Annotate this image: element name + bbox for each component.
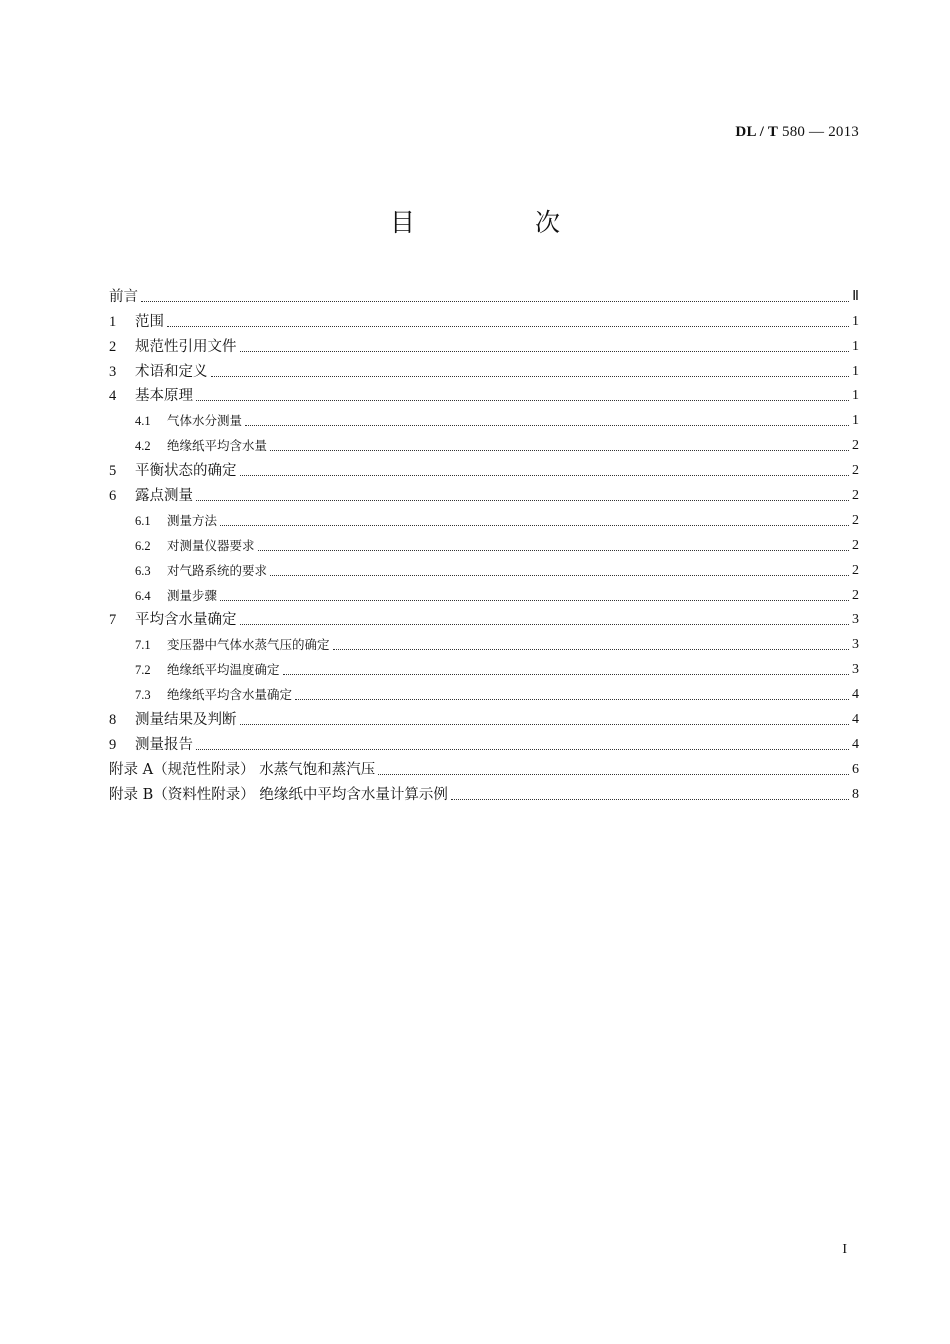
toc-entry-page: 2 — [852, 537, 859, 553]
toc-entry-number: 4.1 — [135, 414, 151, 429]
toc-entry-number: 5 — [109, 463, 117, 480]
standard-code — [735, 124, 859, 141]
toc-dot-leader — [270, 450, 849, 451]
toc-entry-page: 2 — [852, 512, 859, 528]
toc-entry-label: 测量方法 — [167, 512, 218, 528]
toc-entry-number: 7.3 — [135, 688, 151, 703]
toc-entry-page: 1 — [852, 363, 859, 379]
toc-entry-page: 4 — [852, 687, 859, 703]
toc-entry-number: 6.2 — [135, 538, 151, 553]
toc-entry-label: 测量结果及判断 — [135, 712, 237, 729]
toc-entry[interactable] — [109, 382, 859, 407]
toc-entry-page: 1 — [852, 338, 859, 354]
toc-dot-leader — [283, 674, 849, 675]
page-title: 目 次 — [390, 208, 616, 237]
toc-entry[interactable] — [109, 406, 859, 431]
toc-entry-label: 基本原理 — [135, 388, 193, 405]
toc-dot-leader — [333, 649, 849, 650]
toc-entry-page: Ⅱ — [852, 288, 859, 304]
standard-number: 580 — 2013 — [782, 124, 859, 140]
toc-entry[interactable] — [109, 581, 859, 606]
toc-dot-leader — [451, 799, 849, 800]
toc-entry-page: 8 — [852, 786, 859, 802]
toc-entry[interactable] — [109, 332, 859, 357]
toc-entry[interactable] — [109, 531, 859, 556]
toc-entry-page: 2 — [852, 463, 859, 479]
toc-dot-leader — [258, 550, 849, 551]
toc-entry[interactable] — [109, 606, 859, 631]
toc-entry-page: 1 — [852, 313, 859, 329]
toc-entry[interactable] — [109, 556, 859, 581]
toc-entry-label: 范围 — [135, 313, 164, 330]
toc-entry-number: 7.2 — [135, 663, 151, 678]
toc-dot-leader — [167, 326, 849, 327]
standard-prefix: DL / T — [735, 124, 779, 140]
toc-entry-number: 9 — [109, 736, 117, 753]
toc-entry-number: 6.1 — [135, 513, 151, 528]
toc-entry-label: 附录 B（资料性附录） 绝缘纸中平均含水量计算示例 — [109, 786, 448, 803]
toc-entry-label: 变压器中气体水蒸气压的确定 — [167, 637, 330, 653]
toc-entry-page: 1 — [852, 413, 859, 429]
toc-entry-number: 4 — [109, 388, 117, 405]
toc-entry[interactable] — [109, 307, 859, 332]
toc-dot-leader — [378, 774, 849, 775]
page-number: I — [842, 1242, 847, 1257]
toc-entry-label: 绝缘纸平均温度确定 — [167, 662, 280, 678]
toc-entry-label: 测量报告 — [135, 736, 193, 753]
toc-dot-leader — [240, 475, 850, 476]
toc-entry-label: 附录 A（规范性附录） 水蒸气饱和蒸汽压 — [109, 761, 376, 778]
toc-entry[interactable] — [109, 282, 859, 307]
toc-entry-number: 6.3 — [135, 563, 151, 578]
toc-dot-leader — [196, 400, 849, 401]
toc-entry-label: 术语和定义 — [135, 363, 208, 380]
toc-dot-leader — [240, 624, 850, 625]
toc-entry-number: 7.1 — [135, 638, 151, 653]
toc-entry-page: 3 — [852, 612, 859, 628]
toc-dot-leader — [240, 724, 850, 725]
toc-dot-leader — [211, 376, 850, 377]
toc-entry[interactable] — [109, 780, 859, 805]
toc-entry-label: 测量步骤 — [167, 587, 218, 603]
toc-entry[interactable] — [109, 431, 859, 456]
toc-entry-number: 8 — [109, 712, 117, 729]
toc-entry[interactable] — [109, 456, 859, 481]
toc-entry[interactable] — [109, 655, 859, 680]
toc-entry-label: 绝缘纸平均含水量确定 — [167, 687, 293, 703]
toc-entry-number: 1 — [109, 313, 117, 330]
toc-entry-page: 1 — [852, 388, 859, 404]
toc-entry[interactable] — [109, 705, 859, 730]
toc-entry-number: 2 — [109, 338, 117, 355]
toc-entry-label: 露点测量 — [135, 488, 193, 505]
toc-entry-page: 2 — [852, 587, 859, 603]
toc-entry[interactable] — [109, 506, 859, 531]
toc-dot-leader — [196, 749, 849, 750]
toc-entry-page: 2 — [852, 438, 859, 454]
toc-dot-leader — [196, 500, 849, 501]
toc-entry-number: 6.4 — [135, 588, 151, 603]
toc-entry-page: 2 — [852, 488, 859, 504]
toc-entry-label: 绝缘纸平均含水量 — [167, 438, 268, 454]
toc-entry[interactable] — [109, 630, 859, 655]
toc-entry-label: 平均含水量确定 — [135, 612, 237, 629]
toc-entry-label: 平衡状态的确定 — [135, 463, 237, 480]
toc-entry-page: 3 — [852, 637, 859, 653]
toc-entry-label: 对测量仪器要求 — [167, 537, 255, 553]
toc-entry-number: 7 — [109, 612, 117, 629]
toc-entry-page: 6 — [852, 761, 859, 777]
toc-entry-page: 2 — [852, 562, 859, 578]
toc-entry-page: 4 — [852, 736, 859, 752]
toc-dot-leader — [220, 600, 849, 601]
toc-dot-leader — [141, 301, 849, 302]
toc-dot-leader — [240, 351, 850, 352]
toc-entry[interactable] — [109, 730, 859, 755]
toc-entry-label: 前言 — [109, 288, 138, 305]
toc-entry-number: 6 — [109, 488, 117, 505]
toc-entry[interactable] — [109, 357, 859, 382]
toc-dot-leader — [245, 425, 849, 426]
toc-entry[interactable] — [109, 755, 859, 780]
toc-entry-number: 4.2 — [135, 439, 151, 454]
toc-entry[interactable] — [109, 680, 859, 705]
toc-dot-leader — [295, 699, 849, 700]
toc-entry-page: 3 — [852, 662, 859, 678]
toc-entry-label: 对气路系统的要求 — [167, 562, 268, 578]
toc-entry-label: 规范性引用文件 — [135, 338, 237, 355]
toc-entry-label: 气体水分测量 — [167, 413, 243, 429]
table-of-contents — [109, 282, 859, 805]
toc-entry-number: 3 — [109, 363, 117, 380]
toc-entry[interactable] — [109, 481, 859, 506]
toc-entry-page: 4 — [852, 712, 859, 728]
toc-dot-leader — [270, 575, 849, 576]
toc-dot-leader — [220, 525, 849, 526]
